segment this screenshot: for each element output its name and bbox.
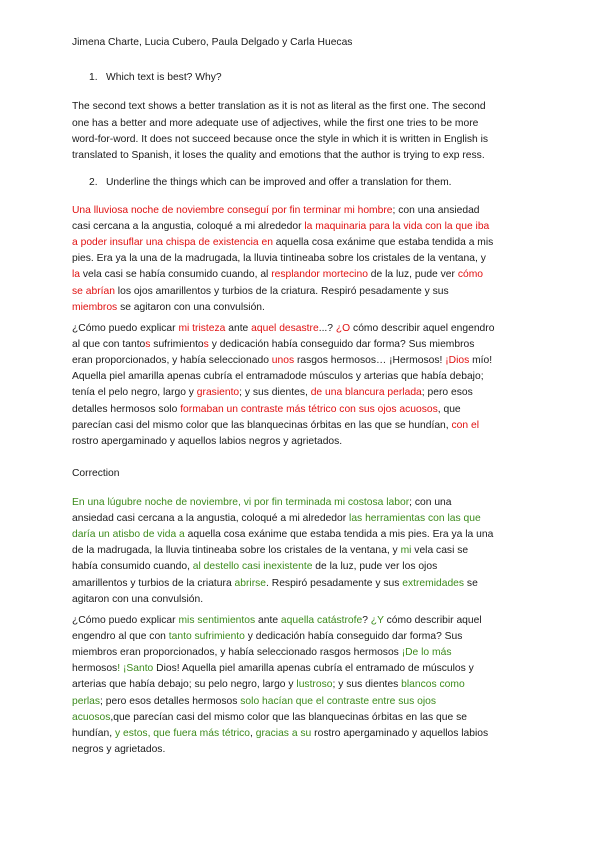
highlighted-error: s [203, 339, 209, 351]
text-segment: de la luz, pude ver los ojos [312, 561, 438, 573]
text-segment: arterias que había debajo; su pelo negro, largo y [72, 679, 297, 691]
highlighted-correction: acuosos [72, 711, 111, 723]
text-segment: ; y sus dientes [332, 679, 402, 691]
text-line [72, 205, 480, 217]
highlighted-error: la [72, 269, 81, 281]
text-segment: los ojos amarillentos y turbios de la criatura. Respiró pesadamente y sus [114, 285, 449, 297]
text-line [72, 712, 467, 724]
highlighted-correction: aquella catástrofe [280, 615, 363, 626]
text-segment: detalles hermosos solo [72, 403, 181, 415]
highlighted-error: grasiento [196, 387, 240, 399]
text-segment: aquella cosa exánime que estaba tendida a mis pies. Era ya la una [184, 529, 494, 541]
text-segment: rostro apergaminado y aquellos labios negros y agrietados. [72, 435, 343, 447]
text-line [72, 696, 436, 708]
text-line [72, 631, 462, 643]
highlighted-correction: daría un atisbo de vida a [72, 529, 185, 541]
text-segment: ¿Cómo puedo explicar [72, 615, 179, 626]
highlighted-error: resplandor mortecino [271, 269, 368, 281]
highlighted-correction: extremidades [402, 577, 465, 589]
text-line [72, 387, 473, 399]
highlighted-correction: perlas [72, 695, 101, 707]
text-line [72, 679, 465, 691]
text-segment: ante [225, 323, 252, 334]
highlighted-error: la maquinaria para la vida con la que iba [304, 221, 490, 233]
text-line [72, 339, 474, 351]
text-line [72, 529, 493, 541]
question-2-number: 2. [89, 177, 98, 188]
authors-line: Jimena Charte, Lucia Cubero, Paula Delgado y Carla Huecas [72, 37, 353, 48]
text-line [72, 237, 493, 249]
text-segment: miembros eran proporcionados, y había seleccionado rasgos hermosos [72, 647, 402, 659]
question-1 [89, 72, 222, 84]
highlighted-correction: lustroso [296, 679, 333, 691]
text-segment: pies. Era ya la una de la madrugada, la lluvia tintineaba sobre los cristales de la ventana, y [72, 253, 486, 265]
text-segment: ; pero esos [421, 387, 473, 399]
highlighted-error: de una blancura perlada [310, 387, 422, 399]
text-line [72, 663, 474, 675]
text-segment: ante [255, 615, 281, 626]
question-2-text: Underline the things which can be improved and offer a translation for them. [106, 177, 452, 188]
text-segment: al que con tanto [72, 339, 146, 351]
highlighted-correction: mis sentimientos [178, 615, 256, 626]
highlighted-error: s [145, 339, 151, 351]
highlighted-correction: ¡De lo más [401, 647, 452, 659]
text-segment: y dedicación había conseguido dar forma? Sus miembros [208, 339, 475, 351]
text-segment: mío! [469, 355, 493, 367]
text-segment: , que [437, 403, 461, 415]
text-line [72, 615, 482, 627]
text-segment: negros y agrietados. [72, 743, 166, 755]
highlighted-error: con el [451, 419, 479, 431]
text-segment: sufrimiento [150, 339, 204, 351]
text-segment: engendro al que con [72, 631, 169, 643]
highlighted-correction: gracias a su [255, 727, 312, 739]
text-segment: ...? [318, 323, 336, 334]
text-segment: aquella cosa exánime que estaba tendida a mis [272, 237, 494, 249]
text-line [72, 561, 437, 573]
text-segment: rasgos hermosos… ¡Hermosos! [294, 355, 446, 367]
answer-1-line: word-for-word. It does not succeed because once the style in which it is written in English is [72, 134, 489, 145]
highlighted-correction: tanto sufrimiento [168, 631, 245, 643]
text-line [72, 286, 449, 298]
text-segment: . Respiró pesadamente y sus [266, 577, 403, 589]
highlighted-correction: ¿Y [370, 615, 384, 626]
text-segment: ¿Cómo puedo explicar [72, 323, 179, 334]
text-line [72, 269, 483, 281]
highlighted-error: mi tristeza [178, 323, 226, 334]
text-line [72, 497, 452, 509]
text-line [72, 221, 489, 233]
answer-1-line: one has a better and more adequate use of adjectives, while the first one tries to be more [72, 118, 479, 129]
text-line [72, 578, 478, 590]
question-1-number: 1. [89, 72, 98, 83]
highlighted-error: a poder insuflar una chispa de existencia en [72, 237, 273, 249]
text-segment: ansiedad casi cercana a la angustia, coloqué a mi alrededor [72, 513, 350, 525]
correction-heading: Correction [72, 468, 120, 479]
text-segment: había consumido cuando, [72, 561, 193, 573]
answer-1-line: translated to Spanish, it loses the quality and emotions that the author is trying to exp ress. [72, 150, 485, 161]
text-segment: amarillentos y turbios de la criatura [72, 577, 235, 589]
text-segment: de la luz, pude ver [367, 269, 458, 281]
text-segment: rostro apergaminado y aquellos labios [311, 727, 489, 739]
text-segment: ; con una ansiedad [392, 205, 480, 216]
text-segment: ,que parecían casi del mismo color que las blanquecinas órbitas en las que se [110, 711, 467, 723]
text-segment: eran proporcionados, y había seleccionado [72, 355, 272, 367]
highlighted-error: formaban un contraste más tétrico con sus ojos acuosos [180, 403, 438, 415]
text-line [72, 594, 203, 606]
text-segment: tenía el pelo negro, largo y [72, 387, 197, 399]
text-segment: cómo describir aquel engendro [350, 323, 495, 334]
text-line [72, 744, 165, 756]
text-line [72, 253, 486, 265]
text-segment: de la madrugada, la lluvia tintineaba sobre los cristales de la ventana, y [72, 545, 401, 557]
highlighted-error: cómo [457, 269, 483, 281]
highlighted-error: unos [271, 355, 295, 367]
text-segment: ; y sus dientes, [239, 387, 311, 399]
question-1-text: Which text is best? Why? [106, 72, 222, 83]
highlighted-correction: Santo [126, 663, 154, 675]
text-segment: vela casi se había consumido cuando, al [80, 269, 272, 281]
text-segment: ? [362, 615, 371, 626]
highlighted-correction: y estos, que fuera más tétrico [114, 727, 251, 739]
text-segment: vela casi se [411, 545, 469, 557]
text-line [72, 323, 494, 335]
highlighted-error: Una lluviosa noche de noviembre conseguí por fin terminar mi hombre [72, 205, 393, 216]
text-segment: se agitaron con una convulsión. [117, 301, 265, 313]
text-line [72, 545, 468, 557]
highlighted-correction: blancos como [401, 679, 465, 691]
highlighted-error: se abrían [72, 285, 115, 297]
highlighted-correction: abrirse [234, 577, 267, 589]
text-line [72, 728, 488, 740]
text-segment: hermosos [72, 663, 118, 675]
text-line [72, 302, 265, 314]
highlighted-error: ¿O [335, 323, 351, 334]
highlighted-correction: solo hacían que el contraste entre sus ojos [240, 695, 437, 707]
text-line [72, 513, 481, 525]
text-line [72, 647, 451, 659]
highlighted-correction: mi [400, 545, 412, 557]
highlighted-correction: al destello casi inexistente [192, 561, 313, 573]
text-line [72, 420, 479, 432]
text-line [72, 371, 484, 383]
text-segment: ; con una [409, 497, 452, 508]
highlighted-correction: ! ¡ [117, 663, 127, 675]
highlighted-error: ¡Dios [445, 355, 470, 367]
highlighted-error: aquel desastre [251, 323, 319, 334]
text-segment: ; pero esos detalles hermosos [100, 695, 241, 707]
text-segment: parecían casi del mismo color que las blanquecinas órbitas en las que se hundían, [72, 419, 452, 431]
text-segment: cómo describir aquel [383, 615, 482, 626]
text-segment: , [250, 727, 256, 739]
highlighted-correction: las herramientas con las que [349, 513, 481, 525]
text-line [72, 436, 342, 448]
text-segment: y dedicación había conseguido dar forma? Sus [244, 631, 463, 643]
answer-1-line: The second text shows a better translation as it is not as literal as the first one. The second [72, 101, 486, 112]
text-segment: se [464, 577, 478, 589]
text-line [72, 355, 492, 367]
highlighted-correction: En una lúgubre noche de noviembre, vi por fin terminada mi costosa labor [72, 497, 410, 508]
text-segment: Aquella piel amarilla apenas cubría el entramadode músculos y arterias que había debajo; [72, 371, 484, 383]
text-segment: casi cercana a la angustia, coloqué a mi alrededor [72, 221, 305, 233]
text-segment: Dios! Aquella piel amarilla apenas cubría el entramado de músculos y [153, 663, 474, 675]
text-line [72, 404, 461, 416]
question-2 [89, 177, 452, 189]
highlighted-error: miembros [72, 301, 118, 313]
text-segment: agitaron con una convulsión. [72, 593, 204, 605]
text-segment: hundían, [72, 727, 115, 739]
